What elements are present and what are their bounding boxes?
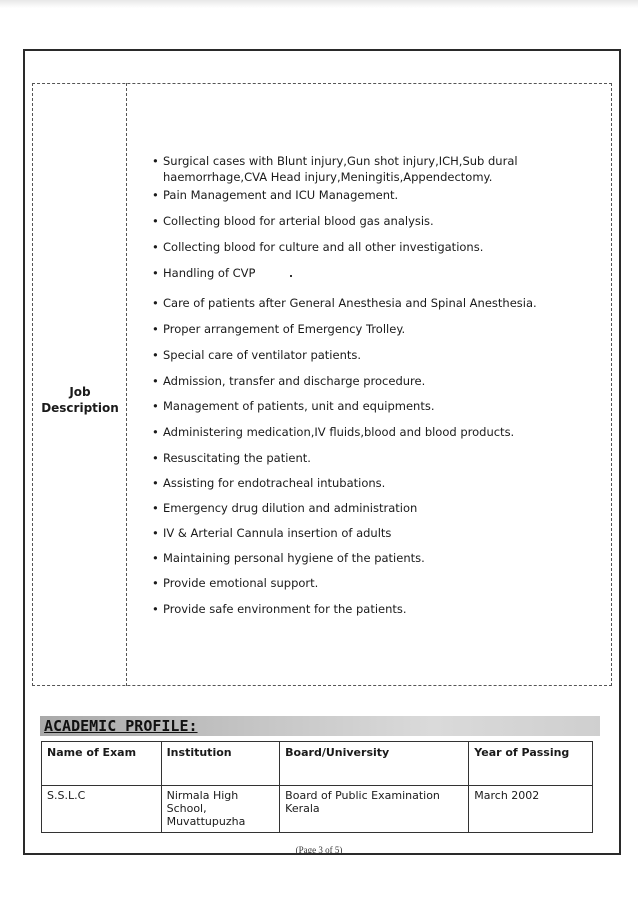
cell-line: Nirmala High (166, 789, 239, 802)
list-item (152, 575, 607, 591)
list-item (152, 213, 607, 229)
table-cell-year: March 2002 (469, 786, 593, 833)
bullet-icon: • (152, 188, 159, 202)
bullet-icon: • (152, 322, 159, 336)
table-header: Year of Passing (469, 742, 593, 786)
duty-text: IV & Arterial Cannula insertion of adults (163, 526, 392, 540)
top-edge-shadow (0, 0, 638, 8)
duty-text: Collecting blood for culture and all other investigations. (163, 240, 484, 254)
bullet-icon: • (152, 296, 159, 310)
list-item (152, 500, 607, 516)
list-item (152, 601, 607, 617)
table-header: Name of Exam (42, 742, 162, 786)
list-item (152, 321, 607, 337)
list-item (152, 347, 607, 363)
duty-text: Emergency drug dilution and administration (163, 501, 418, 515)
cell-line: Muvattupuzha (166, 815, 246, 828)
list-item (152, 265, 607, 281)
duty-text: Care of patients after General Anesthesia and Spinal Anesthesia. (163, 296, 537, 310)
duty-text: Special care of ventilator patients. (163, 348, 362, 362)
job-label-line1: Job (69, 385, 91, 399)
list-item (152, 424, 607, 440)
cell-line: School, (166, 802, 207, 815)
bullet-icon: • (152, 425, 159, 439)
duty-text: Assisting for endotracheal intubations. (163, 476, 386, 490)
bullet-icon: • (152, 551, 159, 565)
duty-text: Handling of CVP (163, 266, 256, 280)
cell-line: Board of Public Examination (285, 789, 440, 802)
duty-text: Provide emotional support. (163, 576, 319, 590)
bullet-icon: • (152, 240, 159, 254)
bullet-icon: • (152, 348, 159, 362)
duty-text: Maintaining personal hygiene of the patients. (163, 551, 425, 565)
duty-text: Pain Management and ICU Management. (163, 188, 399, 202)
duty-text: Management of patients, unit and equipments. (163, 399, 435, 413)
bullet-icon: • (152, 476, 159, 490)
duty-text: Surgical cases with Blunt injury,Gun shot injury,ICH,Sub dural haemorrhage,CVA Head injury,Meningitis,Appendectomy. (163, 154, 518, 184)
bullet-icon: • (152, 501, 159, 515)
academic-table (41, 741, 593, 833)
bullet-icon: • (152, 399, 159, 413)
list-item (152, 373, 607, 389)
duty-text: Resuscitating the patient. (163, 451, 311, 465)
table-row (42, 786, 593, 833)
duty-text: Proper arrangement of Emergency Trolley. (163, 322, 406, 336)
table-header: Institution (161, 742, 280, 786)
duty-text: Provide safe environment for the patients. (163, 602, 407, 616)
list-item (152, 475, 607, 491)
duty-text: Admission, transfer and discharge procedure. (163, 374, 426, 388)
job-label-line2: Description (41, 401, 119, 415)
duty-text: Collecting blood for arterial blood gas analysis. (163, 214, 434, 228)
list-item (152, 525, 607, 541)
bullet-icon: • (152, 602, 159, 616)
table-cell-board (280, 786, 469, 833)
page-number: (Page 3 of 5) (295, 845, 343, 855)
table-header-row (42, 742, 593, 786)
bullet-icon: • (152, 526, 159, 540)
job-description-label (34, 384, 126, 416)
table-cell-institution (161, 786, 280, 833)
bullet-icon: • (152, 576, 159, 590)
bullet-icon: • (152, 374, 159, 388)
bullet-icon: • (152, 451, 159, 465)
list-item (152, 187, 607, 203)
table-cell-exam: S.S.L.C (42, 786, 162, 833)
bullet-icon: • (152, 266, 159, 280)
duty-text: Administering medication,IV fluids,blood and blood products. (163, 425, 515, 439)
section-title: ACADEMIC PROFILE: (44, 717, 198, 735)
list-item (152, 153, 607, 185)
list-item (152, 550, 607, 566)
bullet-icon: • (152, 214, 159, 228)
list-item (152, 295, 607, 311)
cell-line: Kerala (285, 802, 320, 815)
list-item (152, 450, 607, 466)
list-item (152, 239, 607, 255)
bullet-icon: • (152, 154, 159, 168)
table-header: Board/University (280, 742, 469, 786)
job-description-divider (126, 83, 127, 686)
list-item (152, 398, 607, 414)
